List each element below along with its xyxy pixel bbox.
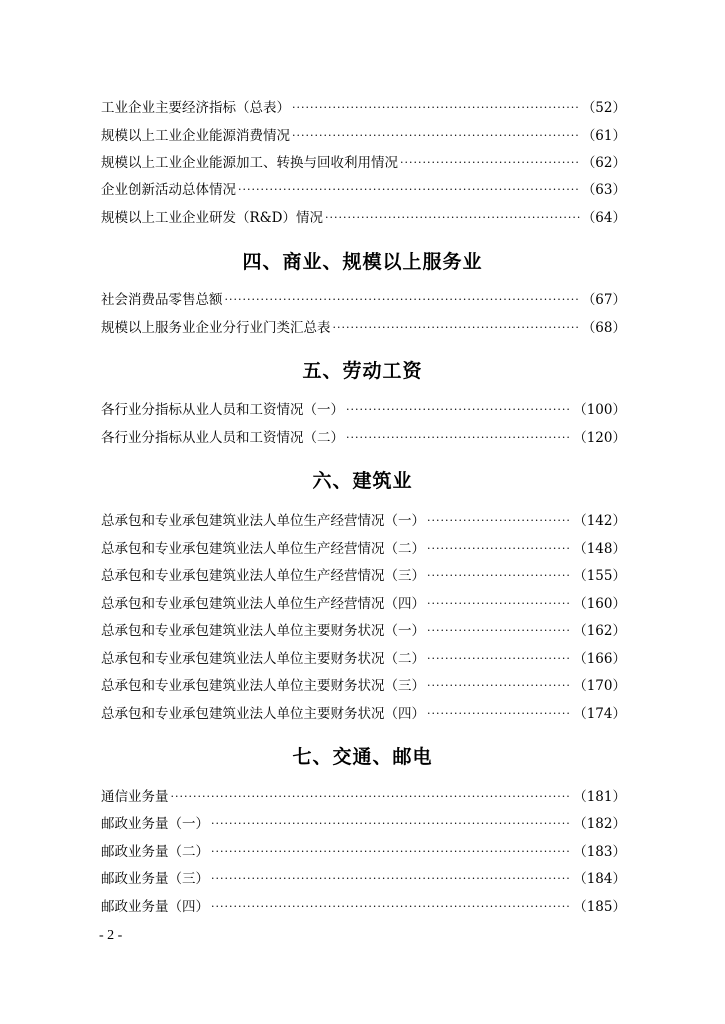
toc-entry-title: 规模以上工业企业研发（R&D）情况: [101, 210, 324, 226]
toc-entry[interactable]: [101, 593, 626, 615]
toc-entry-title: 工业企业主要经济指标（总表）: [101, 100, 290, 116]
toc-leader-dots: [427, 675, 571, 697]
toc-leader-dots: [427, 538, 571, 560]
toc-entry-title: 企业创新活动总体情况: [101, 182, 236, 198]
toc-leader-dots: [427, 593, 571, 615]
toc-leader-dots: [427, 648, 571, 670]
toc-entry-title: 总承包和专业承包建筑业法人单位主要财务状况（三）: [101, 678, 425, 694]
toc-entry-page: （160）: [573, 596, 626, 612]
toc-entry-title: 总承包和专业承包建筑业法人单位主要财务状况（四）: [101, 706, 425, 722]
toc-entry-page: （183）: [573, 844, 626, 860]
toc-entry-title: 邮政业务量（二）: [101, 844, 209, 860]
toc-leader-dots: [211, 868, 571, 890]
toc-entry-title: 各行业分指标从业人员和工资情况（一）: [101, 402, 344, 418]
toc-entry[interactable]: [101, 538, 626, 560]
toc-entry-title: 规模以上工业企业能源加工、转换与回收利用情况: [101, 155, 398, 171]
toc-entry-page: （181）: [573, 789, 626, 805]
toc-entry-title: 规模以上服务业企业分行业门类汇总表: [101, 320, 331, 336]
toc-entry[interactable]: [101, 125, 626, 147]
page-number: - 2 -: [99, 928, 123, 943]
toc-leader-dots: [292, 125, 580, 147]
toc-entry-page: （142）: [573, 513, 626, 529]
toc-entry-page: （162）: [573, 623, 626, 639]
toc-entry-page: （185）: [573, 899, 626, 915]
toc-entry[interactable]: [101, 841, 626, 863]
toc-entry[interactable]: [101, 510, 626, 532]
toc-entry-page: （52）: [581, 100, 626, 116]
toc-leader-dots: [238, 179, 580, 201]
toc-leader-dots: [400, 152, 580, 174]
section-heading: 四、商业、规模以上服务业: [242, 251, 483, 273]
toc-leader-dots: [427, 510, 571, 532]
toc-entry[interactable]: [101, 565, 626, 587]
toc-entry-page: （170）: [573, 678, 626, 694]
toc-entry-title: 通信业务量: [101, 789, 169, 805]
toc-entry-page: （62）: [581, 155, 626, 171]
toc-leader-dots: [333, 317, 580, 339]
toc-entry[interactable]: [101, 152, 626, 174]
toc-entry-title: 社会消费品零售总额: [101, 292, 223, 308]
toc-entry-page: （174）: [573, 706, 626, 722]
toc-entry-page: （182）: [573, 816, 626, 832]
toc-entry[interactable]: [101, 289, 626, 311]
toc-entry-page: （100）: [573, 402, 626, 418]
section-heading: 五、劳动工资: [302, 360, 423, 382]
toc-leader-dots: [346, 399, 571, 421]
toc-entry-title: 总承包和专业承包建筑业法人单位生产经营情况（一）: [101, 513, 425, 529]
toc-entry[interactable]: [101, 179, 626, 201]
toc-leader-dots: [211, 896, 571, 918]
toc-entry-page: （155）: [573, 568, 626, 584]
toc-entry-title: 总承包和专业承包建筑业法人单位主要财务状况（一）: [101, 623, 425, 639]
toc-entry[interactable]: [101, 896, 626, 918]
toc-leader-dots: [427, 620, 571, 642]
toc-entry[interactable]: [101, 813, 626, 835]
toc-entry-page: （148）: [573, 541, 626, 557]
toc-leader-dots: [325, 207, 580, 229]
toc-entry-page: （63）: [581, 182, 626, 198]
toc-leader-dots: [427, 703, 571, 725]
toc-leader-dots: [211, 813, 571, 835]
toc-entry[interactable]: [101, 399, 626, 421]
toc-entry-page: （64）: [581, 210, 626, 226]
toc-entry-title: 邮政业务量（四）: [101, 899, 209, 915]
toc-leader-dots: [292, 97, 580, 119]
toc-entry[interactable]: [101, 427, 626, 449]
toc-entry[interactable]: [101, 703, 626, 725]
toc-entry[interactable]: [101, 317, 626, 339]
toc-entry-title: 总承包和专业承包建筑业法人单位生产经营情况（三）: [101, 568, 425, 584]
toc-entry-title: 总承包和专业承包建筑业法人单位生产经营情况（二）: [101, 541, 425, 557]
toc-leader-dots: [225, 289, 580, 311]
toc-entry-title: 邮政业务量（三）: [101, 871, 209, 887]
toc-leader-dots: [171, 786, 572, 808]
toc-entry-title: 各行业分指标从业人员和工资情况（二）: [101, 430, 344, 446]
toc-entry-page: （67）: [581, 292, 626, 308]
section-heading: 六、建筑业: [312, 470, 413, 492]
toc-entry-title: 规模以上工业企业能源消费情况: [101, 128, 290, 144]
toc-entry[interactable]: [101, 648, 626, 670]
toc-leader-dots: [346, 427, 571, 449]
toc-entry-page: （61）: [581, 128, 626, 144]
toc-entry[interactable]: [101, 97, 626, 119]
toc-entry-page: （68）: [581, 320, 626, 336]
toc-leader-dots: [211, 841, 571, 863]
toc-entry[interactable]: [101, 207, 626, 229]
toc-entry-page: （184）: [573, 871, 626, 887]
toc-entry-page: （120）: [573, 430, 626, 446]
section-heading: 七、交通、邮电: [292, 746, 433, 768]
toc-entry[interactable]: [101, 675, 626, 697]
toc-entry-title: 总承包和专业承包建筑业法人单位生产经营情况（四）: [101, 596, 425, 612]
toc-entry-title: 总承包和专业承包建筑业法人单位主要财务状况（二）: [101, 651, 425, 667]
toc-entry[interactable]: [101, 868, 626, 890]
toc-entry[interactable]: [101, 620, 626, 642]
toc-entry-title: 邮政业务量（一）: [101, 816, 209, 832]
toc-leader-dots: [427, 565, 571, 587]
toc-entry[interactable]: [101, 786, 626, 808]
toc-entry-page: （166）: [573, 651, 626, 667]
